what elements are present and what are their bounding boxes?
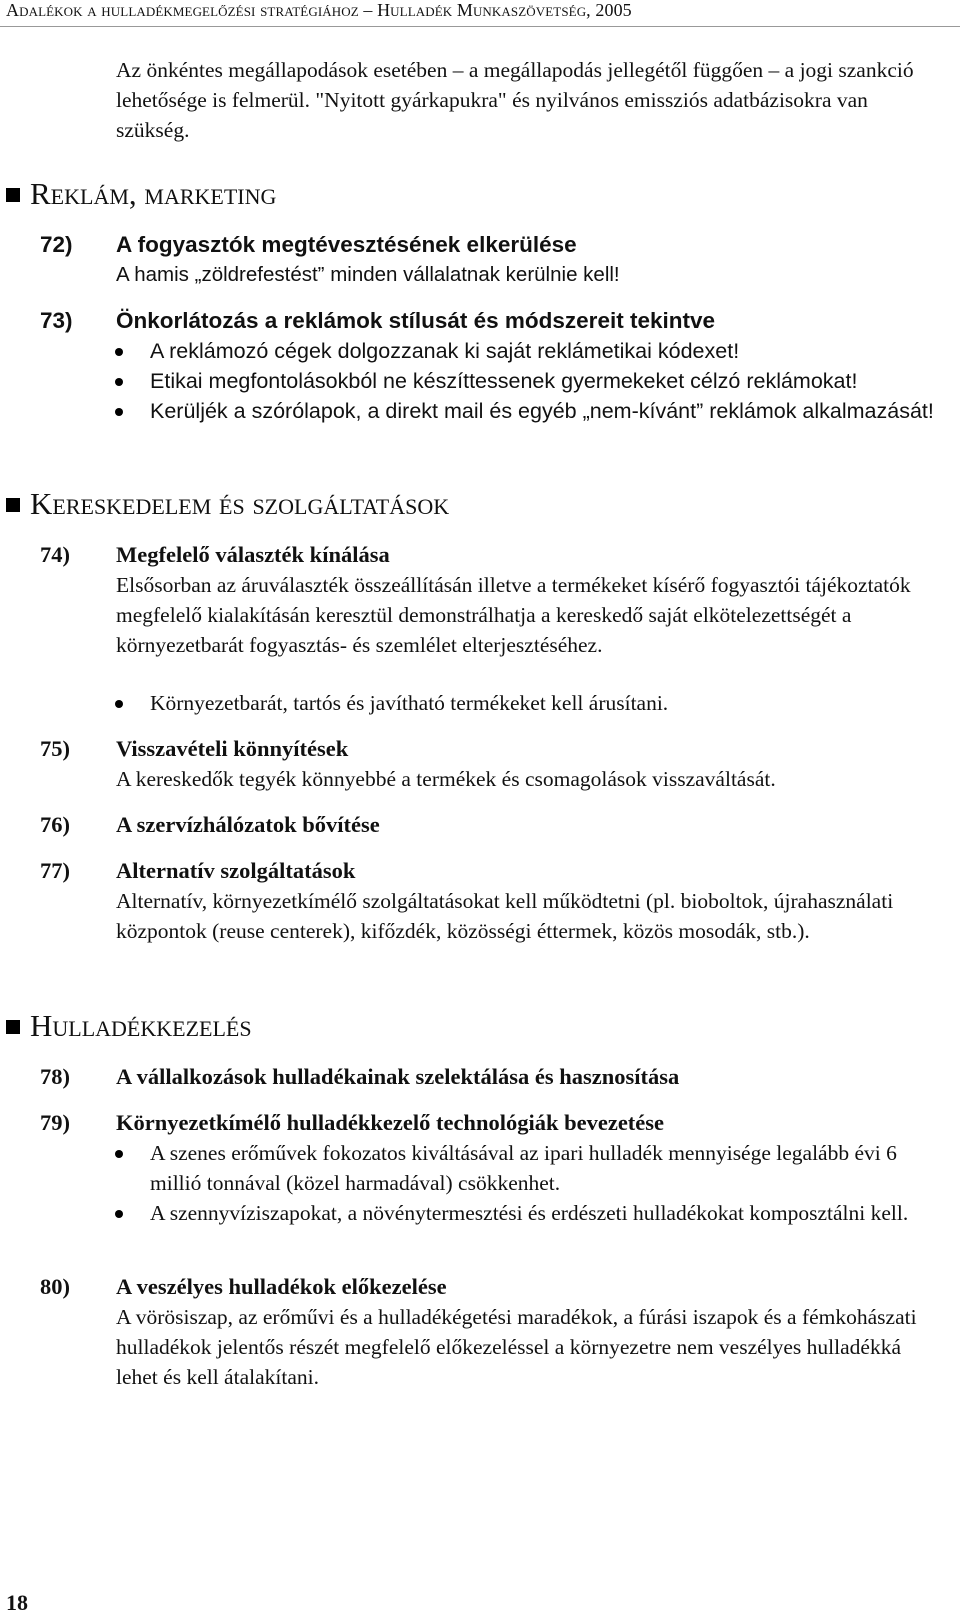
- item-74-heading: 74) Megfelelő választék kínálása: [40, 542, 390, 567]
- item-74-text: Elsősorban az áruválaszték összeállításán illetve a termékeket kísérő fogyasztói tájékoztatók megfelelő kialakításán keresztül demonstrálhatja a kereskedő saját elkötelezettségét a környezetbarát fogyasztás- és szemlélet elterjesztéséhez.: [116, 573, 911, 657]
- item-79-heading: 79) Környezetkímélő hulladékkezelő technológiák bevezetése: [40, 1110, 665, 1135]
- bullet-dot-icon: [115, 700, 123, 708]
- square-bullet-icon: [6, 188, 20, 202]
- header-divider: [0, 26, 960, 27]
- item-74-bullets: [116, 688, 946, 718]
- bullet-dot-icon: [115, 348, 123, 356]
- item-80-text: A vörösiszap, az erőművi és a hulladékégetési maradékok, a fúrási iszapok és a fémkohászati hulladékok jelentős részét megfelelő előkezeléssel a környezetre nem veszélyes hulladékká lehet és kell átalakítani.: [116, 1305, 917, 1389]
- section-heading-kereskedelem: Kereskedelem és szolgáltatások: [6, 486, 449, 522]
- item-75-text: A kereskedők tegyék könnyebbé a termékek és csomagolások visszaváltását.: [116, 767, 776, 791]
- item-75-heading: 75) Visszavételi könnyítések: [40, 736, 349, 761]
- section-heading-reklam: Reklám, marketing: [6, 176, 276, 212]
- item-73-bullets: [116, 336, 946, 426]
- item-80-heading: 80) A veszélyes hulladékok előkezelése: [40, 1274, 447, 1299]
- section-heading-hulladekkezeles: Hulladékkezelés: [6, 1008, 252, 1044]
- item-72-heading: 72) A fogyasztók megtévesztésének elkerülése: [40, 232, 577, 257]
- list-item: A szenes erőművek fokozatos kiváltásával az ipari hulladék mennyisége legalább évi 6 millió tonnával (közel harmadával) csökkenhet.: [116, 1138, 946, 1198]
- list-item: Kerüljék a szórólapok, a direkt mail és egyéb „nem-kívánt” reklámok alkalmazását!: [116, 396, 946, 426]
- list-item: Környezetbarát, tartós és javítható termékeket kell árusítani.: [116, 688, 946, 718]
- bullet-dot-icon: [115, 1150, 123, 1158]
- square-bullet-icon: [6, 498, 20, 512]
- bullet-dot-icon: [115, 1210, 123, 1218]
- item-79-bullets: [116, 1138, 946, 1228]
- list-item: A szennyvíziszapokat, a növénytermesztési és erdészeti hulladékokat komposztálni kell.: [116, 1198, 946, 1228]
- bullet-dot-icon: [115, 378, 123, 386]
- item-76-heading: 76) A szervízhálózatok bővítése: [40, 812, 380, 837]
- square-bullet-icon: [6, 1020, 20, 1034]
- list-item: Etikai megfontolásokból ne készíttessenek gyermekeket célzó reklámokat!: [116, 366, 946, 396]
- list-item: A reklámozó cégek dolgozzanak ki saját reklámetikai kódexet!: [116, 336, 946, 366]
- item-72-text: A hamis „zöldrefestést” minden vállalatnak kerülnie kell!: [116, 263, 620, 286]
- item-78-heading: 78) A vállalkozások hulladékainak szelektálása és hasznosítása: [40, 1064, 680, 1089]
- running-header: Adalékok a hulladékmegelőzési stratégiához – Hulladék Munkaszövetség, 2005: [6, 0, 632, 20]
- item-77-heading: 77) Alternatív szolgáltatások: [40, 858, 356, 883]
- item-77-text: Alternatív, környezetkímélő szolgáltatásokat kell működtetni (pl. bioboltok, újrahasználati központok (reuse centerek), kifőzdék, közösségi éttermek, közös mosodák, stb.).: [116, 889, 894, 943]
- bullet-dot-icon: [115, 408, 123, 416]
- page-number: 18: [6, 1590, 28, 1615]
- item-73-heading: 73) Önkorlátozás a reklámok stílusát és módszereit tekintve: [40, 308, 715, 333]
- intro-paragraph: Az önkéntes megállapodások esetében – a megállapodás jellegétől függően – a jogi szankció lehetősége is felmerül. "Nyitott gyárkapukra" és nyilvános emissziós adatbázisokra van szükség.: [116, 58, 914, 142]
